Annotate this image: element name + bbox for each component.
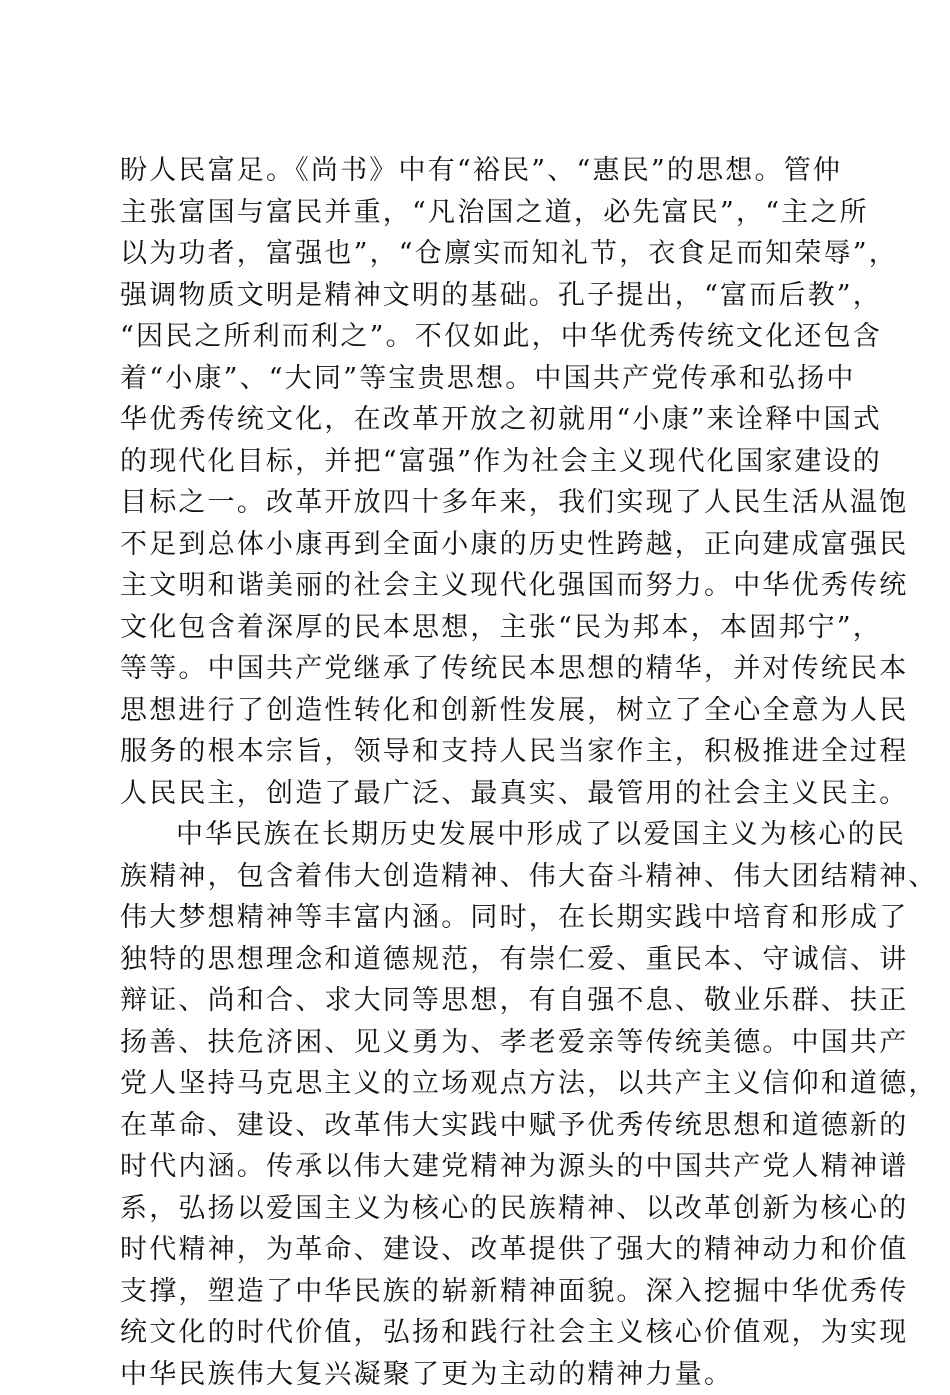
text-line: 时代内涵。传承以伟大建党精神为源头的中国共产党人精神谱 [120, 1146, 830, 1188]
text-line: “因民之所利而利之”。不仅如此，中华优秀传统文化还包含 [120, 316, 830, 358]
body-text [120, 150, 830, 1395]
text-line: 强调物质文明是精神文明的基础。孔子提出，“富而后教”， [120, 275, 830, 317]
text-line: 中华民族在长期历史发展中形成了以爱国主义为核心的民 [120, 814, 830, 856]
text-line: 目标之一。改革开放四十多年来，我们实现了人民生活从温饱 [120, 482, 830, 524]
text-line: 不足到总体小康再到全面小康的历史性跨越，正向建成富强民 [120, 524, 830, 566]
text-line: 文化包含着深厚的民本思想，主张“民为邦本，本固邦宁”， [120, 607, 830, 649]
text-line: 思想进行了创造性转化和创新性发展，树立了全心全意为人民 [120, 690, 830, 732]
text-line: 扬善、扶危济困、见义勇为、孝老爱亲等传统美德。中国共产 [120, 1022, 830, 1064]
text-line: 盼人民富足。《尚书》中有“裕民”、“惠民”的思想。管仲 [120, 150, 830, 192]
text-line: 伟大梦想精神等丰富内涵。同时，在长期实践中培育和形成了 [120, 897, 830, 939]
text-line: 华优秀传统文化，在改革开放之初就用“小康”来诠释中国式 [120, 399, 830, 441]
text-line: 人民民主，创造了最广泛、最真实、最管用的社会主义民主。 [120, 773, 830, 815]
text-line: 服务的根本宗旨，领导和支持人民当家作主，积极推进全过程 [120, 731, 830, 773]
text-line: 着“小康”、“大同”等宝贵思想。中国共产党传承和弘扬中 [120, 358, 830, 400]
text-line: 支撑，塑造了中华民族的崭新精神面貌。深入挖掘中华优秀传 [120, 1271, 830, 1313]
paragraph-2 [120, 814, 830, 1395]
text-line: 等等。中国共产党继承了传统民本思想的精华，并对传统民本 [120, 648, 830, 690]
text-line: 时代精神，为革命、建设、改革提供了强大的精神动力和价值 [120, 1229, 830, 1271]
paragraph-1 [120, 150, 830, 814]
text-line: 主文明和谐美丽的社会主义现代化强国而努力。中华优秀传统 [120, 565, 830, 607]
text-line: 中华民族伟大复兴凝聚了更为主动的精神力量。 [120, 1354, 830, 1395]
text-line: 辩证、尚和合、求大同等思想，有自强不息、敬业乐群、扶正 [120, 980, 830, 1022]
text-line: 族精神，包含着伟大创造精神、伟大奋斗精神、伟大团结精神、 [120, 856, 830, 898]
text-line: 在革命、建设、改革伟大实践中赋予优秀传统思想和道德新的 [120, 1105, 830, 1147]
text-line: 独特的思想理念和道德规范，有崇仁爱、重民本、守诚信、讲 [120, 939, 830, 981]
text-line: 统文化的时代价值，弘扬和践行社会主义核心价值观，为实现 [120, 1312, 830, 1354]
text-line: 的现代化目标，并把“富强”作为社会主义现代化国家建设的 [120, 441, 830, 483]
text-line: 以为功者，富强也”，“仓廪实而知礼节，衣食足而知荣辱”， [120, 233, 830, 275]
text-line: 系，弘扬以爱国主义为核心的民族精神、以改革创新为核心的 [120, 1188, 830, 1230]
text-line: 党人坚持马克思主义的立场观点方法，以共产主义信仰和道德， [120, 1063, 830, 1105]
text-line: 主张富国与富民并重，“凡治国之道，必先富民”，“主之所 [120, 192, 830, 234]
